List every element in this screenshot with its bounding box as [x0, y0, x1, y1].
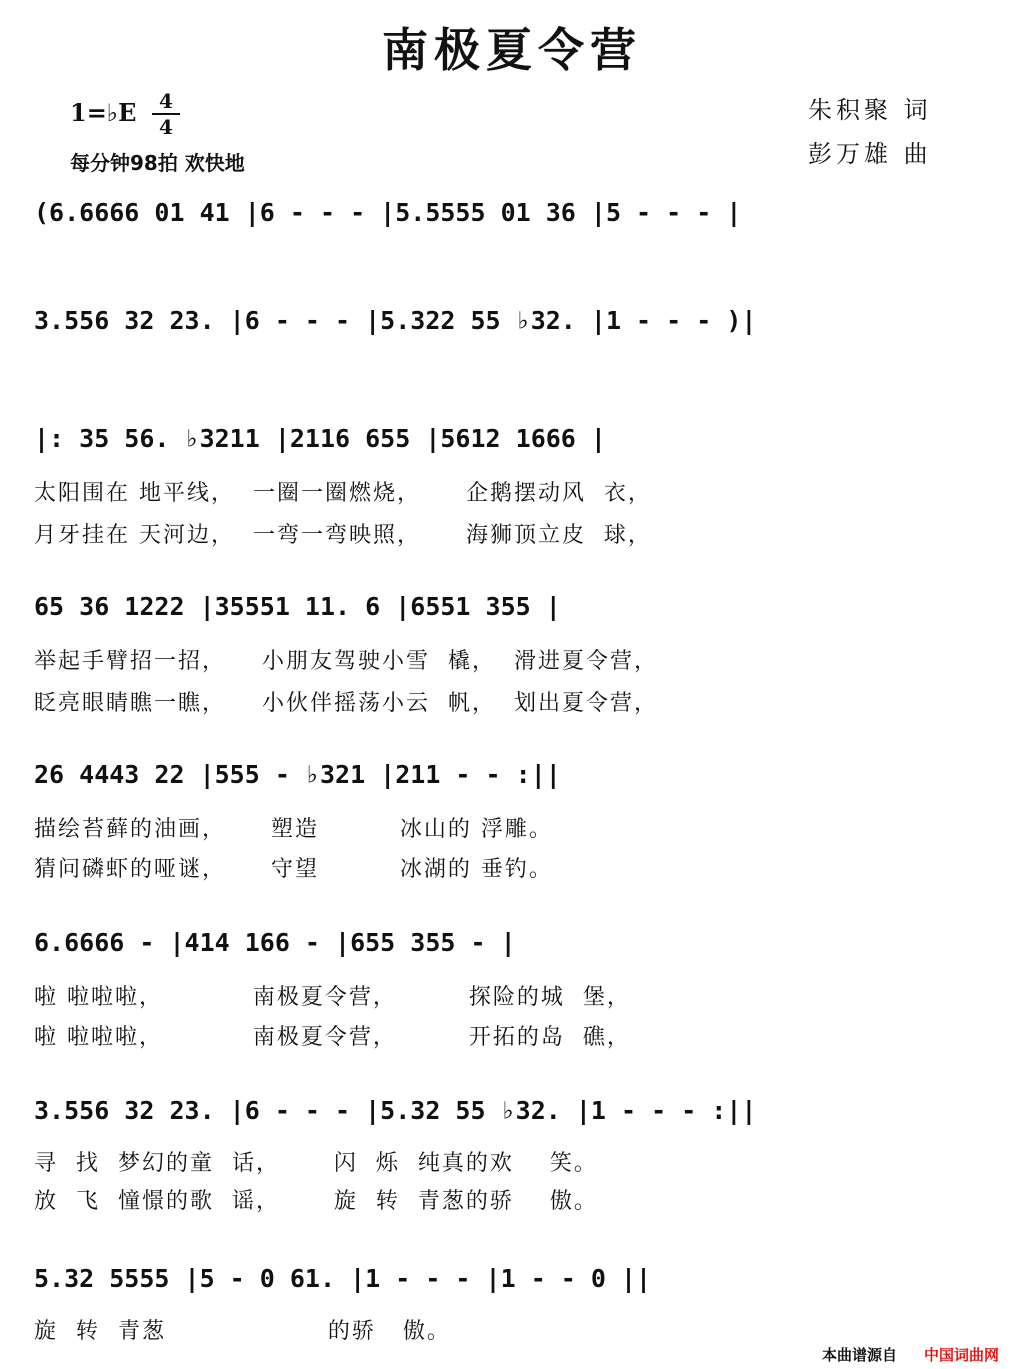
notation-line: (6.6666 01 41 |6 - - - |5.5555 01 36 |5 - - - | [34, 198, 742, 227]
notation-line: 3.556 32 23. |6 - - - |5.32 55 ♭32. |1 - - - :|| [34, 1096, 757, 1125]
notation-line: 5.32 5555 |5 - 0 61. |1 - - - |1 - - 0 || [34, 1264, 652, 1293]
lyric-line: 啦 啦啦啦， 南极夏令营， 开拓的岛 礁， [34, 1025, 631, 1050]
song-title: 南极夏令营 [382, 23, 642, 77]
lyric-line: 举起手臂招一招， 小朋友驾驶小雪 橇， 滑进夏令营， [34, 649, 658, 674]
time-signature-bottom: 4 [159, 115, 173, 139]
lyric-line: 啦 啦啦啦， 南极夏令营， 探险的城 堡， [34, 985, 631, 1010]
footer-site-link[interactable]: 中国词曲网 [924, 1346, 1000, 1364]
lyric-line: 寻 找 梦幻的童 话， 闪 烁 纯真的欢 笑。 [34, 1151, 598, 1176]
key-signature: 1=♭E [70, 98, 137, 127]
lyric-line: 猜问磷虾的哑谜， 守望 冰湖的 垂钓。 [34, 857, 553, 882]
footer-source-label: 本曲谱源自 [822, 1346, 898, 1364]
time-signature-top: 4 [159, 89, 173, 113]
tempo-marking: 每分钟98拍 欢快地 [70, 151, 245, 175]
notation-line: 65 36 1222 |35551 11. 6 |6551 355 | [34, 592, 561, 621]
notation-line: 26 4443 22 |555 - ♭321 |211 - - :|| [34, 760, 561, 789]
notation-line: 6.6666 - |414 166 - |655 355 - | [34, 928, 516, 957]
lyric-line: 月牙挂在 天河边， 一弯一弯映照， 海狮顶立皮 球， [34, 523, 652, 548]
composer-credit: 彭万雄 曲 [808, 140, 932, 168]
notation-line: |: 35 56. ♭3211 |2116 655 |5612 1666 | [34, 424, 606, 453]
lyric-line: 太阳围在 地平线， 一圈一圈燃烧， 企鹅摆动风 衣， [34, 481, 652, 506]
lyric-line: 眨亮眼睛瞧一瞧， 小伙伴摇荡小云 帆， 划出夏令营， [34, 691, 658, 716]
lyricist-credit: 朱积聚 词 [808, 96, 932, 124]
time-signature [152, 90, 180, 138]
lyric-line: 放 飞 憧憬的歌 谣， 旋 转 青葱的骄 傲。 [34, 1189, 598, 1214]
lyric-line: 描绘苔藓的油画， 塑造 冰山的 浮雕。 [34, 817, 553, 842]
notation-line: 3.556 32 23. |6 - - - |5.322 55 ♭32. |1 - - - )| [34, 306, 757, 335]
lyric-line: 旋 转 青葱 的骄 傲。 [34, 1319, 451, 1344]
